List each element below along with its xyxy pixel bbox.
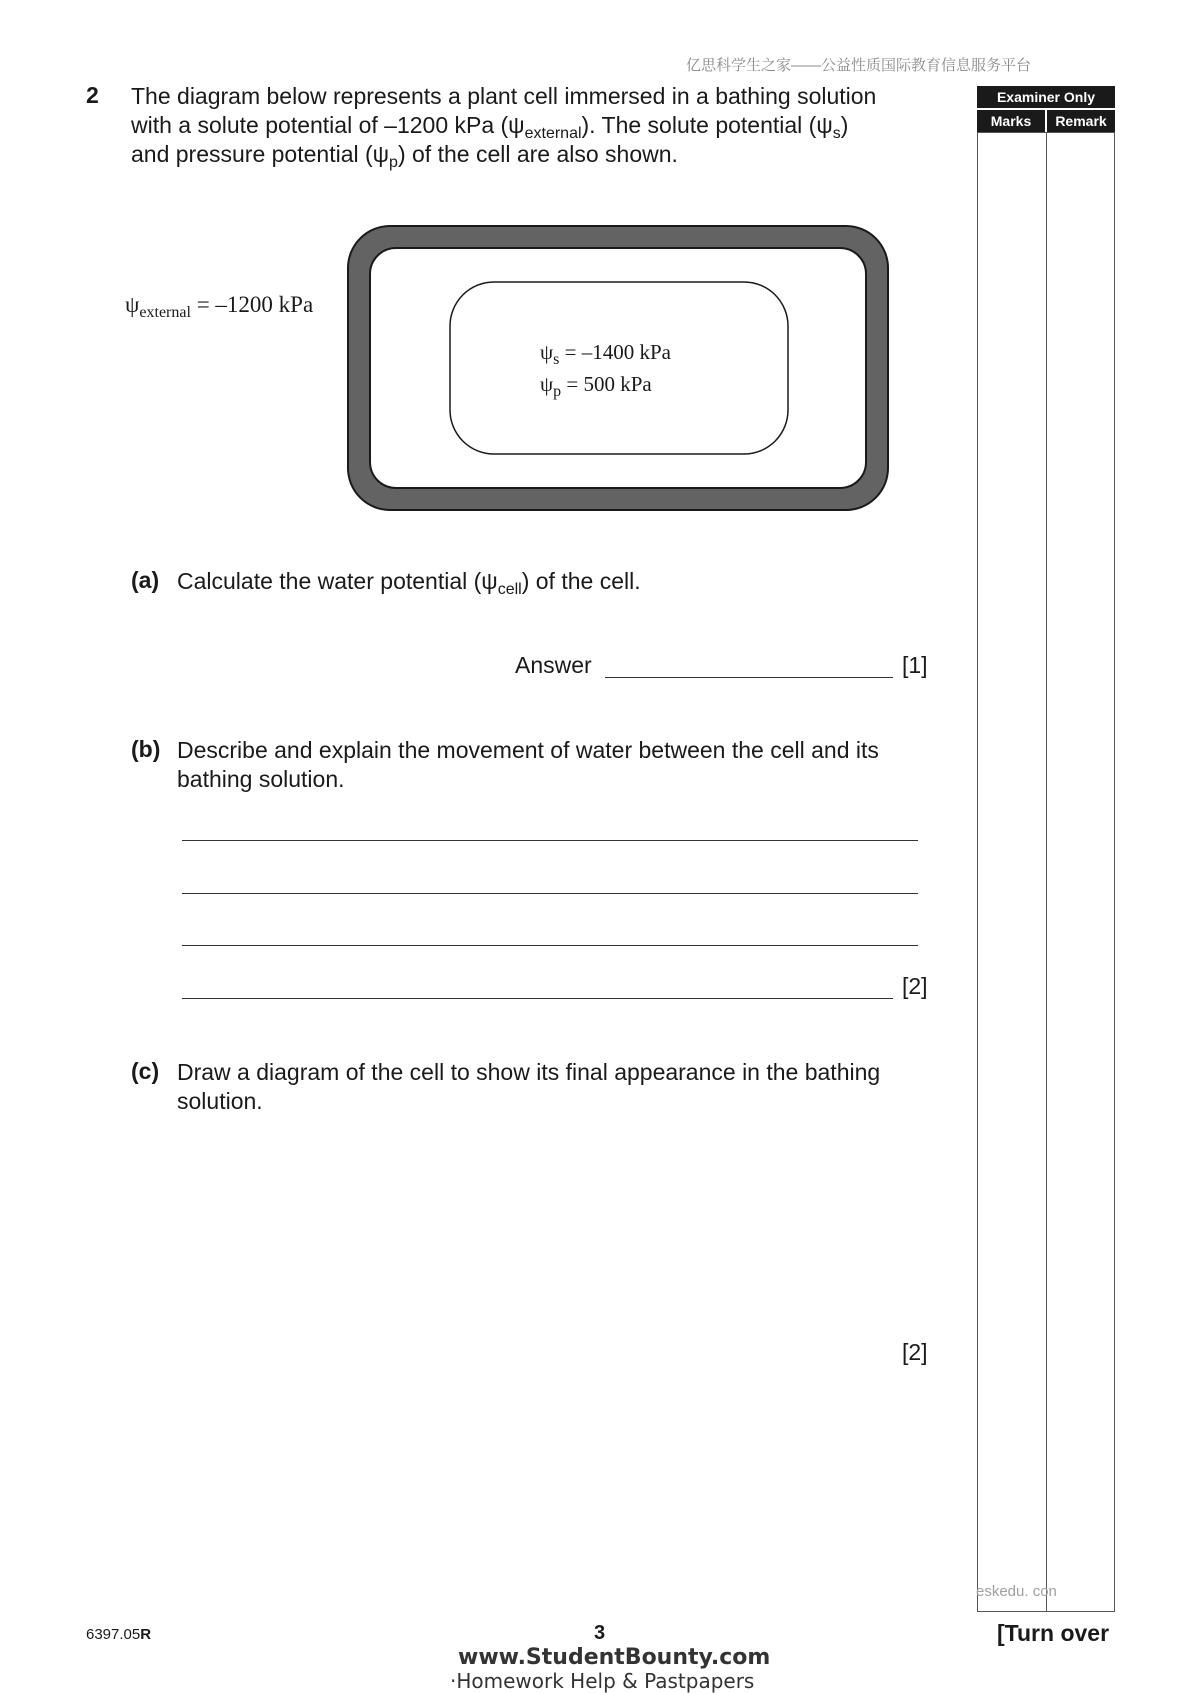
intro-line-1: The diagram below represents a plant cell immersed in a bathing solution (131, 83, 877, 109)
part-c-text: Draw a diagram of the cell to show its final appearance in the bathing solution. (177, 1059, 881, 1114)
part-c-label: (c) (131, 1058, 160, 1084)
eskedu-watermark: eskedu. con (976, 1583, 1057, 1600)
part-b-text: Describe and explain the movement of water between the cell and its bathing solution. (177, 737, 879, 792)
cell-potentials (540, 336, 671, 400)
part-b-label: (b) (131, 736, 161, 762)
intro-line-2: with a solute potential of –1200 kPa $(\psi_{external})$. The solute potential $(\psi_s)$ (131, 112, 849, 142)
studentbounty-tagline: ·Homework Help & Pastpapers (450, 1669, 755, 1693)
header-watermark: 亿思科学生之家——公益性质国际教育信息服务平台 (686, 57, 1032, 74)
part-a-label: (a) (131, 567, 160, 593)
intro-line-3: and pressure potential $(\psi_p)$ of the cell are also shown. (131, 141, 678, 171)
part-a-text: Calculate the water potential $(\psi_{cell})$ of the cell. (177, 568, 641, 598)
examiner-only-header: Examiner Only (977, 86, 1115, 108)
paper-code: 6397.05R (86, 1626, 152, 1643)
part-b-mark: [2] (902, 973, 928, 999)
marks-header: Marks (977, 110, 1045, 132)
answer-line-b4[interactable] (182, 998, 893, 999)
solute-potential-label: $\psi_s = -1400$ kPa (540, 340, 671, 368)
answer-line-b1[interactable] (182, 840, 918, 841)
page-number: 3 (594, 1622, 606, 1644)
answer-label: Answer (515, 652, 592, 678)
studentbounty-url: www.StudentBounty.com (458, 1645, 771, 1670)
answer-line-b3[interactable] (182, 945, 918, 946)
pressure-potential-label: $\psi_p = 500$ kPa (540, 372, 652, 400)
question-intro (131, 82, 931, 169)
part-a-mark: [1] (902, 652, 928, 678)
external-potential-label: $\psi_{external} = -1200$ kPa (125, 292, 314, 321)
part-c-mark: [2] (902, 1339, 928, 1365)
remark-column (1046, 132, 1115, 1612)
question-number: 2 (86, 82, 99, 108)
marks-column (977, 132, 1047, 1612)
remark-header: Remark (1047, 110, 1115, 132)
answer-line-b2[interactable] (182, 893, 918, 894)
turn-over-label: [Turn over (997, 1620, 1110, 1646)
drawing-area[interactable] (177, 1120, 877, 1360)
answer-line-a[interactable] (605, 677, 893, 678)
